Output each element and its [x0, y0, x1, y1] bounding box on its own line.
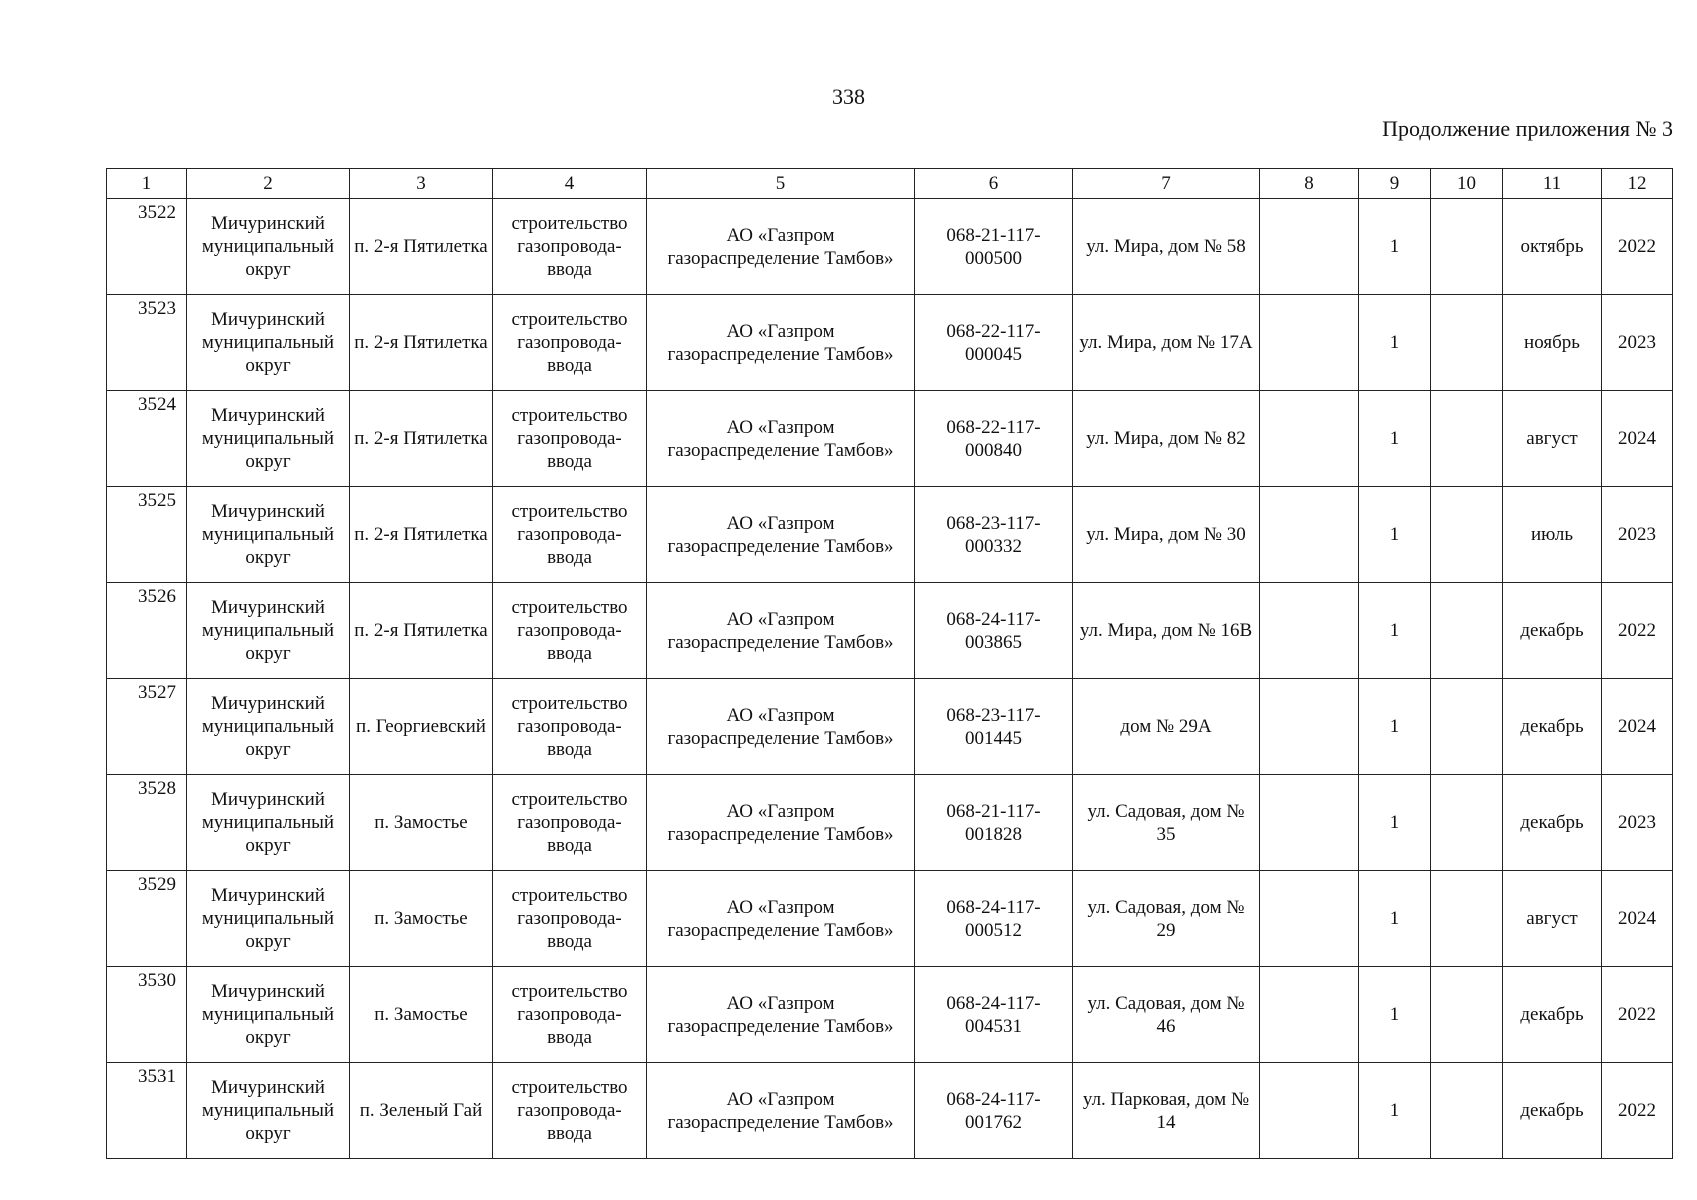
year-cell: 2023 — [1602, 295, 1673, 391]
municipality-cell: Мичуринский муниципальный округ — [187, 871, 350, 967]
empty-cell — [1431, 775, 1503, 871]
month-cell: ноябрь — [1503, 295, 1602, 391]
table-row — [107, 871, 1673, 967]
empty-cell — [1260, 487, 1359, 583]
application-number-cell: 068-24-117-001762 — [915, 1063, 1073, 1159]
work-type-cell: строительство газопровода-ввода — [493, 583, 647, 679]
table-row — [107, 583, 1673, 679]
empty-cell — [1260, 871, 1359, 967]
month-cell: декабрь — [1503, 967, 1602, 1063]
application-number-cell: 068-21-117-001828 — [915, 775, 1073, 871]
organization-cell: АО «Газпром газораспределение Тамбов» — [647, 871, 915, 967]
municipality-cell: Мичуринский муниципальный округ — [187, 391, 350, 487]
application-number-cell: 068-23-117-000332 — [915, 487, 1073, 583]
table-row — [107, 679, 1673, 775]
empty-cell — [1431, 199, 1503, 295]
quantity-cell: 1 — [1359, 583, 1431, 679]
column-header: 2 — [187, 169, 350, 199]
application-number-cell: 068-24-117-003865 — [915, 583, 1073, 679]
settlement-cell: п. 2-я Пятилетка — [350, 295, 493, 391]
address-cell: ул. Мира, дом № 30 — [1073, 487, 1260, 583]
record-number: 3523 — [107, 295, 187, 391]
year-cell: 2023 — [1602, 775, 1673, 871]
address-cell: ул. Садовая, дом № 46 — [1073, 967, 1260, 1063]
municipality-cell: Мичуринский муниципальный округ — [187, 487, 350, 583]
organization-cell: АО «Газпром газораспределение Тамбов» — [647, 679, 915, 775]
organization-cell: АО «Газпром газораспределение Тамбов» — [647, 1063, 915, 1159]
quantity-cell: 1 — [1359, 871, 1431, 967]
gas-connection-table — [106, 168, 1673, 1159]
settlement-cell: п. Замостье — [350, 775, 493, 871]
month-cell: декабрь — [1503, 679, 1602, 775]
year-cell: 2024 — [1602, 871, 1673, 967]
record-number: 3525 — [107, 487, 187, 583]
application-number-cell: 068-23-117-001445 — [915, 679, 1073, 775]
table-row — [107, 1063, 1673, 1159]
column-header: 12 — [1602, 169, 1673, 199]
application-number-cell: 068-21-117-000500 — [915, 199, 1073, 295]
work-type-cell: строительство газопровода-ввода — [493, 679, 647, 775]
quantity-cell: 1 — [1359, 295, 1431, 391]
quantity-cell: 1 — [1359, 775, 1431, 871]
empty-cell — [1431, 871, 1503, 967]
record-number: 3526 — [107, 583, 187, 679]
column-header: 8 — [1260, 169, 1359, 199]
empty-cell — [1260, 391, 1359, 487]
organization-cell: АО «Газпром газораспределение Тамбов» — [647, 391, 915, 487]
quantity-cell: 1 — [1359, 391, 1431, 487]
organization-cell: АО «Газпром газораспределение Тамбов» — [647, 967, 915, 1063]
work-type-cell: строительство газопровода-ввода — [493, 775, 647, 871]
year-cell: 2024 — [1602, 391, 1673, 487]
settlement-cell: п. 2-я Пятилетка — [350, 199, 493, 295]
record-number: 3528 — [107, 775, 187, 871]
municipality-cell: Мичуринский муниципальный округ — [187, 1063, 350, 1159]
empty-cell — [1260, 583, 1359, 679]
month-cell: декабрь — [1503, 1063, 1602, 1159]
organization-cell: АО «Газпром газораспределение Тамбов» — [647, 295, 915, 391]
record-number: 3529 — [107, 871, 187, 967]
empty-cell — [1260, 775, 1359, 871]
address-cell: ул. Садовая, дом № 29 — [1073, 871, 1260, 967]
municipality-cell: Мичуринский муниципальный округ — [187, 679, 350, 775]
address-cell: ул. Мира, дом № 82 — [1073, 391, 1260, 487]
year-cell: 2022 — [1602, 967, 1673, 1063]
column-header: 4 — [493, 169, 647, 199]
empty-cell — [1431, 391, 1503, 487]
municipality-cell: Мичуринский муниципальный округ — [187, 199, 350, 295]
table-row — [107, 487, 1673, 583]
organization-cell: АО «Газпром газораспределение Тамбов» — [647, 199, 915, 295]
table-row — [107, 967, 1673, 1063]
organization-cell: АО «Газпром газораспределение Тамбов» — [647, 487, 915, 583]
record-number: 3524 — [107, 391, 187, 487]
column-header: 3 — [350, 169, 493, 199]
year-cell: 2022 — [1602, 199, 1673, 295]
municipality-cell: Мичуринский муниципальный округ — [187, 967, 350, 1063]
appendix-caption: Продолжение приложения № 3 — [1382, 116, 1673, 141]
column-header: 11 — [1503, 169, 1602, 199]
empty-cell — [1431, 295, 1503, 391]
municipality-cell: Мичуринский муниципальный округ — [187, 583, 350, 679]
record-number: 3527 — [107, 679, 187, 775]
year-cell: 2024 — [1602, 679, 1673, 775]
record-number: 3522 — [107, 199, 187, 295]
settlement-cell: п. 2-я Пятилетка — [350, 583, 493, 679]
empty-cell — [1260, 199, 1359, 295]
settlement-cell: п. Георгиевский — [350, 679, 493, 775]
empty-cell — [1431, 967, 1503, 1063]
settlement-cell: п. 2-я Пятилетка — [350, 487, 493, 583]
address-cell: дом № 29А — [1073, 679, 1260, 775]
record-number: 3531 — [107, 1063, 187, 1159]
table-row — [107, 775, 1673, 871]
quantity-cell: 1 — [1359, 1063, 1431, 1159]
month-cell: август — [1503, 391, 1602, 487]
work-type-cell: строительство газопровода-ввода — [493, 967, 647, 1063]
address-cell: ул. Мира, дом № 58 — [1073, 199, 1260, 295]
table-row — [107, 391, 1673, 487]
page-number: 338 — [832, 84, 865, 109]
quantity-cell: 1 — [1359, 199, 1431, 295]
organization-cell: АО «Газпром газораспределение Тамбов» — [647, 583, 915, 679]
month-cell: июль — [1503, 487, 1602, 583]
month-cell: декабрь — [1503, 583, 1602, 679]
address-cell: ул. Мира, дом № 17А — [1073, 295, 1260, 391]
settlement-cell: п. 2-я Пятилетка — [350, 391, 493, 487]
empty-cell — [1431, 487, 1503, 583]
work-type-cell: строительство газопровода-ввода — [493, 871, 647, 967]
column-header: 10 — [1431, 169, 1503, 199]
organization-cell: АО «Газпром газораспределение Тамбов» — [647, 775, 915, 871]
column-header: 7 — [1073, 169, 1260, 199]
quantity-cell: 1 — [1359, 679, 1431, 775]
address-cell: ул. Мира, дом № 16В — [1073, 583, 1260, 679]
table-row — [107, 199, 1673, 295]
year-cell: 2023 — [1602, 487, 1673, 583]
table-row — [107, 295, 1673, 391]
column-header: 9 — [1359, 169, 1431, 199]
empty-cell — [1431, 679, 1503, 775]
municipality-cell: Мичуринский муниципальный округ — [187, 775, 350, 871]
application-number-cell: 068-22-117-000840 — [915, 391, 1073, 487]
column-header: 6 — [915, 169, 1073, 199]
application-number-cell: 068-24-117-000512 — [915, 871, 1073, 967]
work-type-cell: строительство газопровода-ввода — [493, 295, 647, 391]
settlement-cell: п. Зеленый Гай — [350, 1063, 493, 1159]
column-header: 5 — [647, 169, 915, 199]
work-type-cell: строительство газопровода-ввода — [493, 391, 647, 487]
column-number-row — [107, 169, 1673, 199]
municipality-cell: Мичуринский муниципальный округ — [187, 295, 350, 391]
application-number-cell: 068-24-117-004531 — [915, 967, 1073, 1063]
month-cell: август — [1503, 871, 1602, 967]
empty-cell — [1260, 295, 1359, 391]
column-header: 1 — [107, 169, 187, 199]
quantity-cell: 1 — [1359, 967, 1431, 1063]
record-number: 3530 — [107, 967, 187, 1063]
empty-cell — [1431, 583, 1503, 679]
empty-cell — [1431, 1063, 1503, 1159]
work-type-cell: строительство газопровода-ввода — [493, 199, 647, 295]
empty-cell — [1260, 1063, 1359, 1159]
year-cell: 2022 — [1602, 1063, 1673, 1159]
address-cell: ул. Садовая, дом № 35 — [1073, 775, 1260, 871]
address-cell: ул. Парковая, дом № 14 — [1073, 1063, 1260, 1159]
application-number-cell: 068-22-117-000045 — [915, 295, 1073, 391]
month-cell: октябрь — [1503, 199, 1602, 295]
settlement-cell: п. Замостье — [350, 871, 493, 967]
empty-cell — [1260, 679, 1359, 775]
work-type-cell: строительство газопровода-ввода — [493, 1063, 647, 1159]
work-type-cell: строительство газопровода-ввода — [493, 487, 647, 583]
year-cell: 2022 — [1602, 583, 1673, 679]
quantity-cell: 1 — [1359, 487, 1431, 583]
settlement-cell: п. Замостье — [350, 967, 493, 1063]
month-cell: декабрь — [1503, 775, 1602, 871]
empty-cell — [1260, 967, 1359, 1063]
